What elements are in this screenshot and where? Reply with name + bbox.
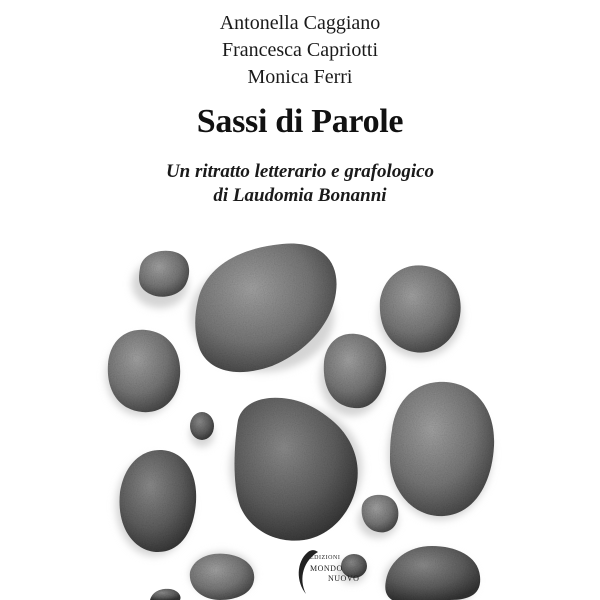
stone <box>190 554 254 600</box>
publisher-line: EDIZIONI <box>310 555 341 561</box>
author-name: Francesca Capriotti <box>221 39 379 61</box>
stone <box>150 589 181 600</box>
publisher-logo <box>288 545 378 600</box>
stone <box>235 398 358 541</box>
author-name: Antonella Caggiano <box>219 12 381 34</box>
publisher-line: NUOVO <box>328 574 360 583</box>
stone <box>385 546 480 600</box>
stone <box>380 265 461 352</box>
subtitle-line: Un ritratto letterario e grafologico <box>165 161 435 182</box>
stone <box>119 450 196 552</box>
stone <box>324 334 386 408</box>
stone <box>108 330 180 412</box>
subtitle-line: di Laudomia Bonanni <box>213 185 387 206</box>
stone <box>190 412 214 440</box>
publisher-line: MONDO <box>310 564 343 573</box>
author-name: Monica Ferri <box>247 66 353 88</box>
book-title: Sassi di Parole <box>196 103 404 140</box>
